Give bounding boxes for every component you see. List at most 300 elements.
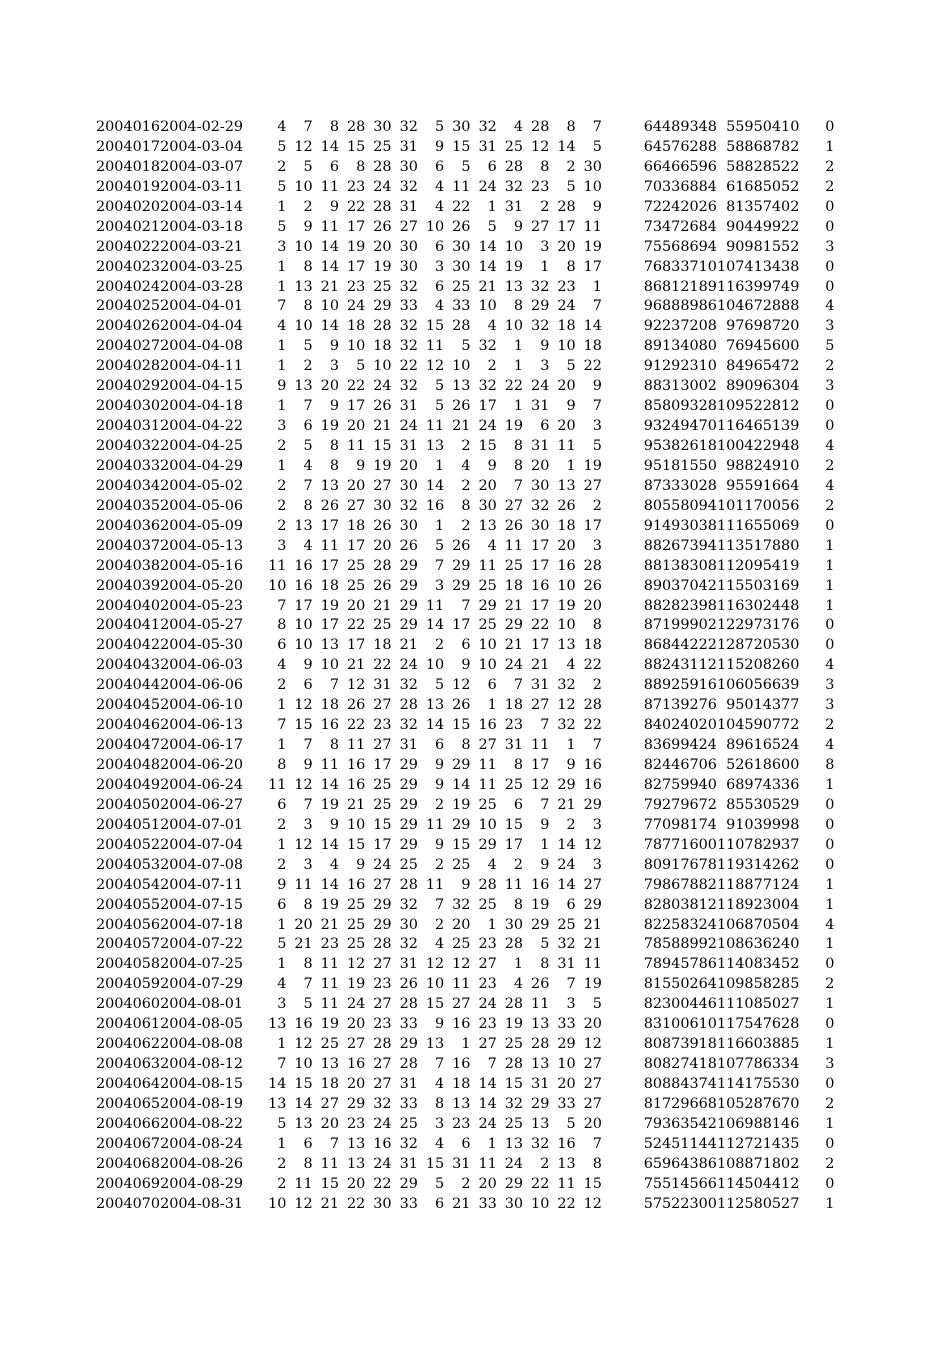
draw-order-ball: 2 <box>540 198 550 215</box>
draw-order-ball: 27 <box>583 1056 602 1073</box>
draw-order-ball: 20 <box>452 916 471 933</box>
sorted-ball: 28 <box>373 557 392 574</box>
sales-amount: 88282398 <box>643 597 717 614</box>
sorted-ball: 10 <box>268 1195 287 1212</box>
draw-order-ball: 28 <box>531 1036 550 1053</box>
first-prize-winners: 1 <box>825 996 835 1013</box>
sales-amount: 88138308 <box>643 557 717 574</box>
jackpot-pool: 109522812 <box>716 398 800 415</box>
draw-number: 2004024 <box>96 278 161 295</box>
sorted-ball: 20 <box>346 1076 366 1092</box>
draw-order-ball: 1 <box>566 457 576 474</box>
draw-date: 2004-03-28 <box>160 278 244 295</box>
draw-order-ball: 15 <box>583 1175 602 1192</box>
sorted-ball: 4 <box>277 976 287 993</box>
sorted-ball: 31 <box>399 198 418 215</box>
sorted-ball: 12 <box>346 677 366 694</box>
table-row <box>96 477 834 497</box>
draw-order-ball: 28 <box>531 119 550 135</box>
draw-order-ball: 13 <box>478 517 497 534</box>
first-prize-winners: 0 <box>825 218 835 235</box>
sorted-ball: 20 <box>320 1115 339 1132</box>
draw-order-ball: 9 <box>592 198 602 215</box>
draw-order-ball: 27 <box>478 956 497 973</box>
draw-number: 2004032 <box>96 438 161 454</box>
draw-order-ball: 7 <box>540 796 550 813</box>
sales-amount: 85809328 <box>643 398 717 415</box>
jackpot-pool: 81357402 <box>726 198 800 215</box>
sales-amount: 65964386 <box>643 1155 717 1172</box>
sorted-ball: 29 <box>399 757 418 773</box>
draw-date: 2004-07-04 <box>160 836 244 853</box>
draw-order-ball: 8 <box>513 457 524 474</box>
sorted-ball: 23 <box>373 717 392 734</box>
sorted-ball: 9 <box>329 338 339 355</box>
sorted-ball: 15 <box>294 1076 313 1092</box>
draw-order-ball: 13 <box>452 378 471 395</box>
draw-order-ball: 21 <box>504 637 524 654</box>
sorted-ball: 4 <box>277 657 287 674</box>
sorted-ball: 9 <box>329 198 339 215</box>
special-ball: 11 <box>425 338 445 355</box>
draw-number: 2004052 <box>96 836 161 853</box>
sorted-ball: 16 <box>320 717 339 734</box>
draw-order-ball: 12 <box>583 1036 602 1053</box>
special-ball: 1 <box>435 517 445 534</box>
sales-amount: 57522300 <box>643 1195 717 1212</box>
sorted-ball: 22 <box>346 378 366 395</box>
sales-amount: 64576288 <box>643 138 717 155</box>
draw-order-ball: 12 <box>452 956 471 973</box>
draw-order-ball: 3 <box>592 418 602 435</box>
draw-number: 2004020 <box>96 198 161 215</box>
draw-order-ball: 8 <box>592 617 602 634</box>
jackpot-pool: 97698720 <box>726 318 800 335</box>
draw-order-ball: 26 <box>504 517 524 534</box>
sorted-ball: 31 <box>373 677 392 694</box>
sorted-ball: 26 <box>320 497 339 514</box>
sorted-ball: 19 <box>320 896 339 913</box>
special-ball: 14 <box>425 717 445 734</box>
draw-order-ball: 11 <box>583 218 602 235</box>
draw-number: 2004037 <box>96 537 161 554</box>
sorted-ball: 30 <box>399 477 418 494</box>
sorted-ball: 30 <box>399 158 418 175</box>
draw-order-ball: 23 <box>478 1016 497 1033</box>
first-prize-winners: 0 <box>825 617 835 634</box>
first-prize-winners: 1 <box>825 1115 835 1132</box>
draw-order-ball: 8 <box>592 1155 602 1172</box>
first-prize-winners: 4 <box>825 477 835 494</box>
sorted-ball: 1 <box>277 1135 287 1152</box>
draw-order-ball: 6 <box>487 158 497 175</box>
draw-order-ball: 8 <box>461 497 471 514</box>
special-ball: 15 <box>425 318 445 335</box>
sorted-ball: 10 <box>346 338 366 355</box>
draw-order-ball: 3 <box>592 856 602 873</box>
draw-order-ball: 20 <box>583 1016 602 1033</box>
draw-order-ball: 20 <box>557 418 576 435</box>
sorted-ball: 11 <box>320 996 339 1013</box>
sorted-ball: 1 <box>277 278 287 295</box>
draw-order-ball: 32 <box>478 119 497 135</box>
sorted-ball: 16 <box>294 557 313 574</box>
sales-amount: 88267394 <box>643 537 717 554</box>
draw-order-ball: 2 <box>566 816 576 833</box>
sorted-ball: 15 <box>346 138 366 155</box>
sorted-ball: 8 <box>329 737 339 754</box>
first-prize-winners: 2 <box>825 457 835 474</box>
sales-amount: 78771600 <box>643 836 717 853</box>
draw-order-ball: 32 <box>557 717 576 734</box>
draw-order-ball: 23 <box>504 717 524 734</box>
sorted-ball: 22 <box>346 198 366 215</box>
table-row <box>96 955 834 975</box>
draw-date: 2004-07-25 <box>160 956 244 973</box>
draw-order-ball: 15 <box>452 836 471 853</box>
draw-number: 2004062 <box>96 1036 161 1053</box>
sorted-ball: 25 <box>346 896 366 913</box>
draw-order-ball: 19 <box>504 258 524 275</box>
draw-order-ball: 7 <box>513 477 524 494</box>
sorted-ball: 22 <box>346 617 366 634</box>
sorted-ball: 25 <box>320 1036 339 1053</box>
sorted-ball: 12 <box>294 697 313 714</box>
sorted-ball: 20 <box>294 916 313 933</box>
special-ball: 15 <box>425 1155 445 1172</box>
draw-order-ball: 12 <box>531 776 550 793</box>
sorted-ball: 4 <box>277 119 287 135</box>
draw-number: 2004018 <box>96 158 161 175</box>
special-ball: 3 <box>435 258 445 275</box>
draw-order-ball: 2 <box>513 856 524 873</box>
jackpot-pool: 111085027 <box>716 996 800 1013</box>
draw-order-ball: 23 <box>557 278 576 295</box>
draw-order-ball: 4 <box>513 119 524 135</box>
jackpot-pool: 76945600 <box>726 338 800 355</box>
draw-number: 2004017 <box>96 138 161 155</box>
draw-order-ball: 1 <box>461 1036 471 1053</box>
draw-order-ball: 21 <box>583 936 602 953</box>
table-row <box>96 417 834 437</box>
sorted-ball: 28 <box>399 996 418 1013</box>
sorted-ball: 18 <box>346 318 366 335</box>
draw-order-ball: 31 <box>478 138 497 155</box>
draw-date: 2004-05-30 <box>160 637 244 654</box>
jackpot-pool: 107786334 <box>716 1056 800 1073</box>
draw-order-ball: 11 <box>504 876 524 893</box>
sorted-ball: 17 <box>346 637 366 654</box>
draw-order-ball: 5 <box>487 218 497 235</box>
draw-order-ball: 16 <box>557 557 576 574</box>
sorted-ball: 17 <box>320 617 339 634</box>
sorted-ball: 1 <box>277 198 287 215</box>
draw-order-ball: 12 <box>557 697 576 714</box>
draw-order-ball: 32 <box>531 497 550 514</box>
draw-order-ball: 7 <box>592 1135 602 1152</box>
sorted-ball: 13 <box>346 1155 366 1172</box>
jackpot-pool: 106056639 <box>716 677 800 694</box>
sorted-ball: 11 <box>320 1155 339 1172</box>
draw-order-ball: 10 <box>583 178 602 195</box>
sorted-ball: 29 <box>399 836 418 853</box>
sorted-ball: 8 <box>303 497 313 514</box>
draw-order-ball: 21 <box>583 916 602 933</box>
sorted-ball: 7 <box>329 677 339 694</box>
draw-order-ball: 10 <box>478 637 497 654</box>
table-row <box>96 1195 834 1215</box>
sorted-ball: 2 <box>303 358 313 375</box>
draw-order-ball: 28 <box>504 158 524 175</box>
sorted-ball: 6 <box>277 637 287 654</box>
sorted-ball: 23 <box>346 178 366 195</box>
table-row <box>96 537 834 557</box>
first-prize-winners: 1 <box>825 577 835 594</box>
special-ball: 6 <box>435 158 445 175</box>
sorted-ball: 14 <box>294 1095 313 1112</box>
table-row <box>96 357 834 377</box>
sorted-ball: 1 <box>277 916 287 933</box>
sorted-ball: 2 <box>277 1155 287 1172</box>
first-prize-winners: 0 <box>825 517 835 534</box>
first-prize-winners: 1 <box>825 138 835 155</box>
sorted-ball: 15 <box>294 717 313 734</box>
draw-order-ball: 1 <box>513 358 524 375</box>
draw-order-ball: 17 <box>531 537 550 554</box>
draw-order-ball: 32 <box>531 1135 550 1152</box>
draw-order-ball: 18 <box>557 517 576 534</box>
draw-date: 2004-08-15 <box>160 1076 244 1092</box>
jackpot-pool: 84965472 <box>726 358 800 375</box>
jackpot-pool: 104590772 <box>716 717 800 734</box>
draw-date: 2004-03-14 <box>160 198 244 215</box>
special-ball: 13 <box>425 438 445 454</box>
sorted-ball: 2 <box>277 1175 287 1192</box>
draw-order-ball: 32 <box>557 677 576 694</box>
draw-date: 2004-08-26 <box>160 1155 244 1172</box>
draw-number: 2004042 <box>96 637 161 654</box>
sorted-ball: 32 <box>399 278 418 295</box>
first-prize-winners: 1 <box>825 776 835 793</box>
draw-date: 2004-07-01 <box>160 816 244 833</box>
draw-order-ball: 25 <box>504 557 524 574</box>
first-prize-winners: 0 <box>825 816 835 833</box>
sorted-ball: 23 <box>346 278 366 295</box>
draw-order-ball: 22 <box>531 617 550 634</box>
draw-order-ball: 2 <box>592 677 602 694</box>
draw-number: 2004063 <box>96 1056 161 1073</box>
draw-order-ball: 25 <box>478 896 497 913</box>
special-ball: 3 <box>435 577 445 594</box>
jackpot-pool: 114083452 <box>716 956 800 973</box>
first-prize-winners: 2 <box>825 358 835 375</box>
jackpot-pool: 105287670 <box>716 1095 800 1112</box>
draw-order-ball: 22 <box>583 657 602 674</box>
draw-order-ball: 8 <box>461 737 471 754</box>
draw-order-ball: 8 <box>513 438 524 454</box>
draw-order-ball: 31 <box>531 677 550 694</box>
jackpot-pool: 90981552 <box>726 238 800 255</box>
jackpot-pool: 95014377 <box>726 697 800 714</box>
draw-order-ball: 1 <box>566 737 576 754</box>
draw-order-ball: 27 <box>478 737 497 754</box>
sorted-ball: 27 <box>373 956 392 973</box>
sorted-ball: 26 <box>346 697 366 714</box>
draw-order-ball: 10 <box>557 617 576 634</box>
draw-order-ball: 28 <box>504 996 524 1013</box>
draw-order-ball: 31 <box>557 956 576 973</box>
sorted-ball: 5 <box>277 178 287 195</box>
special-ball: 7 <box>435 1056 445 1073</box>
draw-number: 2004070 <box>96 1195 161 1212</box>
jackpot-pool: 89096304 <box>726 378 800 395</box>
sorted-ball: 13 <box>294 278 313 295</box>
sorted-ball: 7 <box>329 1135 339 1152</box>
table-row <box>96 736 834 756</box>
sorted-ball: 8 <box>277 757 287 773</box>
sorted-ball: 13 <box>320 1056 339 1073</box>
draw-order-ball: 30 <box>583 158 602 175</box>
draw-order-ball: 29 <box>452 577 471 594</box>
sales-amount: 82300446 <box>643 996 717 1013</box>
sorted-ball: 2 <box>277 477 287 494</box>
draw-number: 2004039 <box>96 577 161 594</box>
draw-date: 2004-06-06 <box>160 677 244 694</box>
draw-order-ball: 27 <box>504 497 524 514</box>
table-row <box>96 776 834 796</box>
draw-date: 2004-07-18 <box>160 916 244 933</box>
draw-date: 2004-06-03 <box>160 657 244 674</box>
sorted-ball: 8 <box>303 258 313 275</box>
draw-order-ball: 7 <box>461 597 471 614</box>
draw-date: 2004-05-23 <box>160 597 244 614</box>
sorted-ball: 23 <box>320 936 339 953</box>
draw-order-ball: 24 <box>531 378 550 395</box>
table-row <box>96 716 834 736</box>
sorted-ball: 31 <box>399 438 418 454</box>
table-row <box>96 1175 834 1195</box>
draw-number: 2004036 <box>96 517 161 534</box>
draw-order-ball: 22 <box>452 198 471 215</box>
draw-order-ball: 32 <box>504 1095 524 1112</box>
special-ball: 2 <box>435 916 445 933</box>
sorted-ball: 22 <box>399 358 418 375</box>
table-row <box>96 935 834 955</box>
first-prize-winners: 0 <box>825 119 835 135</box>
sorted-ball: 13 <box>294 378 313 395</box>
draw-date: 2004-02-29 <box>160 119 244 135</box>
table-row <box>96 656 834 676</box>
sorted-ball: 32 <box>399 378 418 395</box>
draw-order-ball: 20 <box>557 1076 576 1092</box>
sorted-ball: 27 <box>373 1076 392 1092</box>
draw-order-ball: 21 <box>531 657 550 674</box>
draw-order-ball: 12 <box>531 138 550 155</box>
jackpot-pool: 107413438 <box>716 258 800 275</box>
table-row <box>96 1035 834 1055</box>
draw-date: 2004-03-21 <box>160 238 244 255</box>
sorted-ball: 3 <box>277 996 287 1013</box>
draw-order-ball: 32 <box>531 278 550 295</box>
sorted-ball: 28 <box>373 936 392 953</box>
sorted-ball: 15 <box>346 836 366 853</box>
jackpot-pool: 104672888 <box>716 298 800 315</box>
sorted-ball: 28 <box>346 119 366 135</box>
sorted-ball: 29 <box>399 1175 418 1192</box>
draw-order-ball: 6 <box>513 796 524 813</box>
first-prize-winners: 0 <box>825 1135 835 1152</box>
draw-order-ball: 29 <box>452 816 471 833</box>
draw-number: 2004057 <box>96 936 161 953</box>
draw-date: 2004-05-09 <box>160 517 244 534</box>
sorted-ball: 23 <box>373 1016 392 1033</box>
sorted-ball: 16 <box>346 776 366 793</box>
draw-order-ball: 19 <box>531 896 550 913</box>
sorted-ball: 22 <box>346 1195 366 1212</box>
draw-number: 2004029 <box>96 378 161 395</box>
draw-date: 2004-05-20 <box>160 577 244 594</box>
draw-date: 2004-08-29 <box>160 1175 244 1192</box>
draw-order-ball: 24 <box>478 418 497 435</box>
first-prize-winners: 4 <box>825 737 835 754</box>
sorted-ball: 24 <box>399 657 418 674</box>
special-ball: 11 <box>425 876 445 893</box>
draw-order-ball: 5 <box>461 158 471 175</box>
special-ball: 7 <box>435 896 445 913</box>
draw-date: 2004-05-16 <box>160 557 244 574</box>
special-ball: 5 <box>435 398 445 415</box>
draw-order-ball: 25 <box>478 617 497 634</box>
draw-number: 2004045 <box>96 697 161 714</box>
draw-order-ball: 6 <box>487 677 497 694</box>
sales-amount: 80917678 <box>643 856 717 873</box>
sorted-ball: 27 <box>373 737 392 754</box>
sorted-ball: 31 <box>399 138 418 155</box>
draw-order-ball: 18 <box>452 1076 471 1092</box>
sorted-ball: 13 <box>294 1115 313 1132</box>
draw-order-ball: 24 <box>478 996 497 1013</box>
draw-order-ball: 29 <box>557 776 576 793</box>
table-row <box>96 437 834 457</box>
sorted-ball: 29 <box>399 597 418 614</box>
sorted-ball: 19 <box>346 238 366 255</box>
draw-order-ball: 8 <box>513 896 524 913</box>
special-ball: 5 <box>435 537 445 554</box>
draw-order-ball: 1 <box>513 338 524 355</box>
draw-order-ball: 25 <box>452 856 471 873</box>
draw-order-ball: 13 <box>504 1135 524 1152</box>
draw-date: 2004-06-10 <box>160 697 244 714</box>
draw-number: 2004025 <box>96 298 161 315</box>
sales-amount: 66466596 <box>643 158 717 175</box>
draw-order-ball: 25 <box>504 1036 524 1053</box>
first-prize-winners: 0 <box>825 956 835 973</box>
draw-order-ball: 26 <box>452 537 471 554</box>
first-prize-winners: 0 <box>825 258 835 275</box>
draw-order-ball: 27 <box>583 1076 602 1092</box>
sales-amount: 88313002 <box>643 378 717 395</box>
sales-amount: 84024020 <box>643 717 717 734</box>
first-prize-winners: 3 <box>825 238 835 255</box>
draw-number: 2004038 <box>96 557 161 574</box>
special-ball: 2 <box>435 796 445 813</box>
sorted-ball: 32 <box>399 338 418 355</box>
special-ball: 10 <box>425 218 445 235</box>
sorted-ball: 30 <box>373 1195 392 1212</box>
first-prize-winners: 0 <box>825 856 835 873</box>
draw-order-ball: 9 <box>540 338 550 355</box>
table-row <box>96 696 834 716</box>
